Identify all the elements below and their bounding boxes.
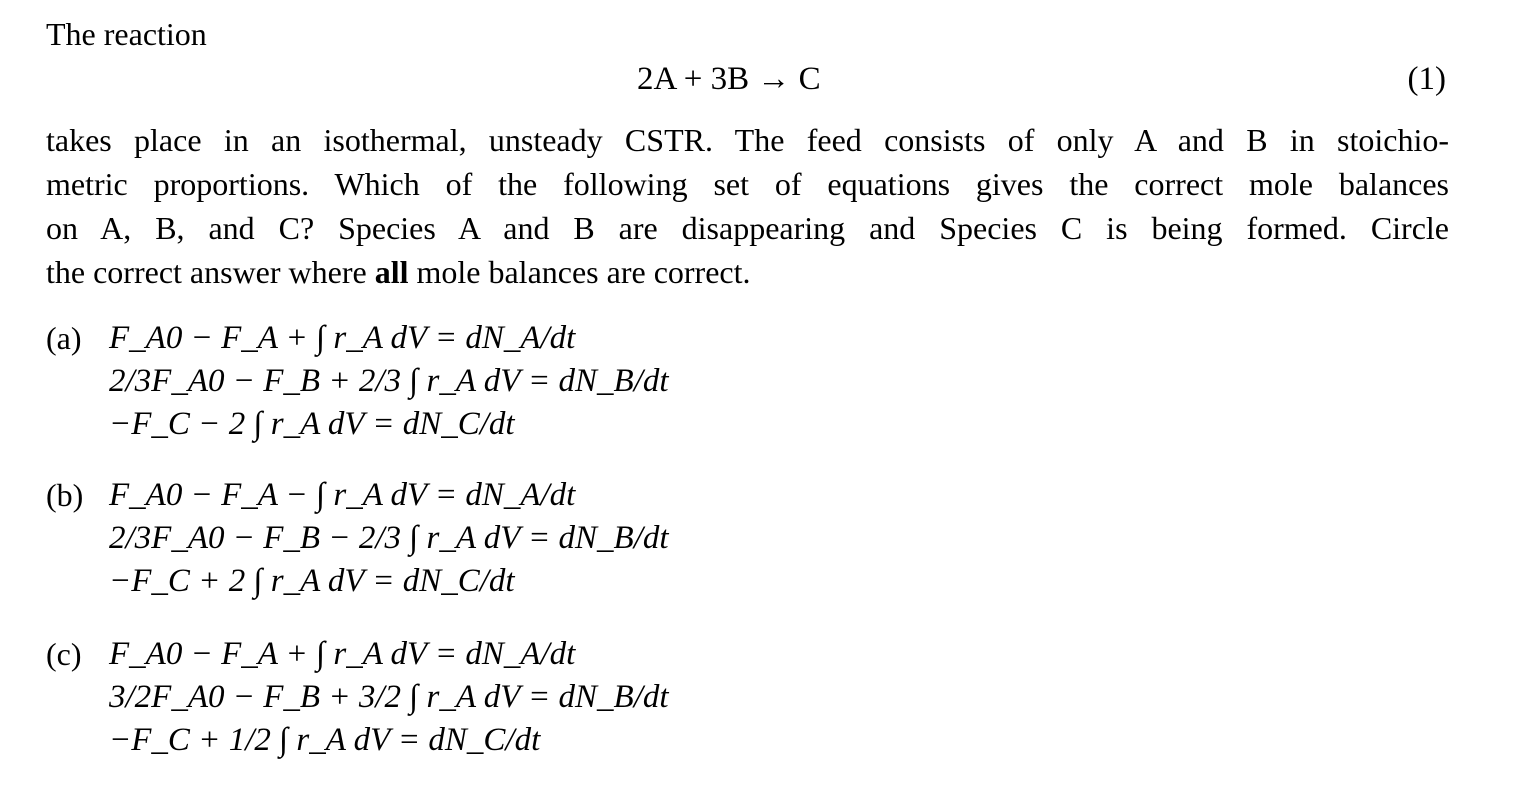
reaction-equation: 2A + 3B → C <box>637 61 821 97</box>
mole-balance-a-species-c: −F_C − 2 ∫ r_A dV = dN_C/dt <box>109 406 515 442</box>
emphasis-all: all <box>374 254 409 290</box>
mole-balance-a-species-a: F_A0 − F_A + ∫ r_A dV = dN_A/dt <box>109 320 576 356</box>
mole-balance-c-species-c: −F_C + 1/2 ∫ r_A dV = dN_C/dt <box>109 722 541 758</box>
choice-label-b: (b) <box>46 477 84 513</box>
mole-balance-b-species-c: −F_C + 2 ∫ r_A dV = dN_C/dt <box>109 563 515 599</box>
choice-label-c: (c) <box>46 636 82 672</box>
choice-equations-b <box>109 474 669 603</box>
paragraph-line-2: metric proportions. Which of the following set of equations gives the correct mole balances <box>46 166 1449 202</box>
mole-balance-c-species-b: 3/2F_A0 − F_B + 3/2 ∫ r_A dV = dN_B/dt <box>109 679 669 715</box>
intro-text: The reaction <box>46 16 207 52</box>
mole-balance-b-species-a: F_A0 − F_A − ∫ r_A dV = dN_A/dt <box>109 477 576 513</box>
mole-balance-c-species-a: F_A0 − F_A + ∫ r_A dV = dN_A/dt <box>109 636 576 672</box>
paragraph-line-4 <box>46 250 1449 294</box>
choice-equations-a <box>109 317 669 446</box>
paragraph-line-4-end: mole balances are correct. <box>416 254 751 290</box>
reaction-equation-row <box>0 57 1530 101</box>
paragraph-line-1: takes place in an isothermal, unsteady CSTR. The feed consists of only A and B in stoichio- <box>46 122 1449 158</box>
question-paragraph <box>46 118 1449 294</box>
paragraph-line-4-start: the correct answer where <box>46 254 367 290</box>
equation-number: (1) <box>1407 61 1446 97</box>
paragraph-line-3: on A, B, and C? Species A and B are disappearing and Species C is being formed. Circle <box>46 210 1449 246</box>
mole-balance-b-species-b: 2/3F_A0 − F_B − 2/3 ∫ r_A dV = dN_B/dt <box>109 520 669 556</box>
mole-balance-a-species-b: 2/3F_A0 − F_B + 2/3 ∫ r_A dV = dN_B/dt <box>109 363 669 399</box>
choice-equations-c <box>109 633 669 762</box>
choice-label-a: (a) <box>46 320 82 356</box>
